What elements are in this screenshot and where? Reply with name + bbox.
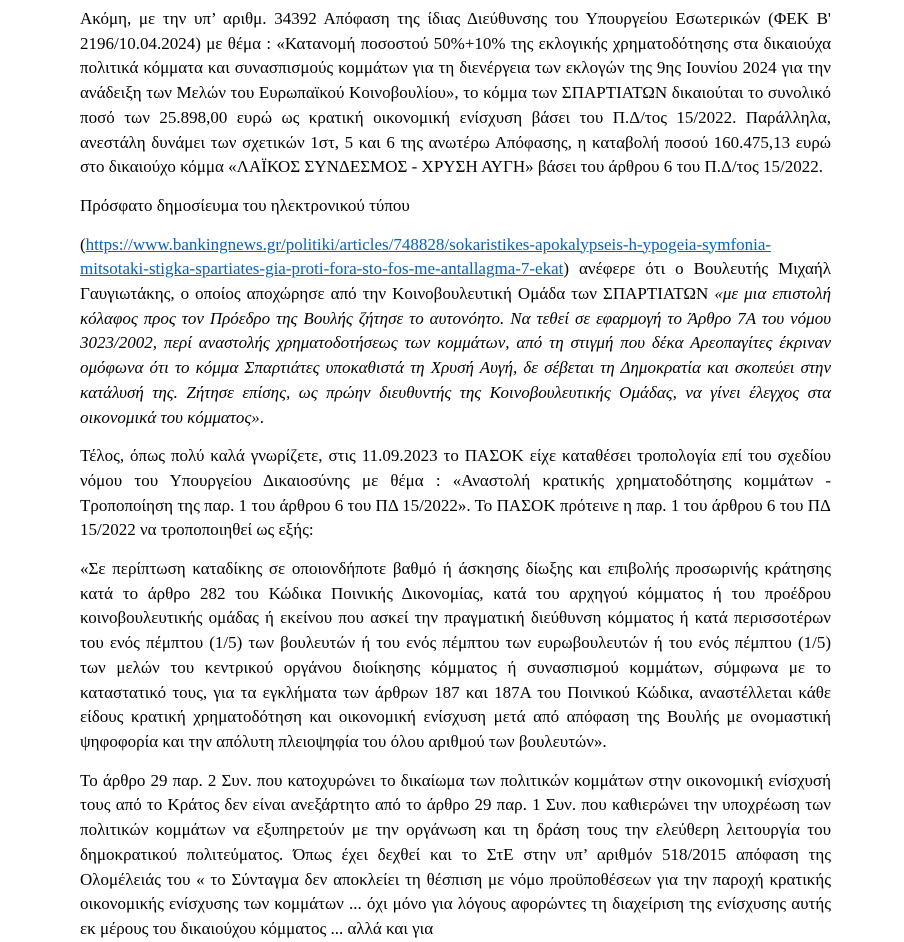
mp-letter-quote: «με μια επιστολή κόλαφος προς τον Πρόεδρο της Βουλής ζήτησε το αυτονόητο. Να τεθεί σε εφαρμογή το Άρθρο 7Α του νόμου 3023/2002, περί αναστολής χρηματοδοτήσεως των κομμάτων, από τη στιγμή που δέκα Αρεοπαγίτες έκριναν ομόφωνα ότι το κόμμα Σπαρτιάτες υποκαθιστά τη Χρυσή Αυγή, δε σέβεται τη Δημοκρατία και σκοπεύει στην κατάλυσή της. Ζήτησε επίσης, ως πρώην διευθυντής της Κοινοβουλευτικής Ομάδας, να γίνει έλεγχος στα οικονομικά του κόμματος» bbox=[80, 284, 831, 427]
open-parenthesis: ( bbox=[80, 234, 86, 254]
paragraph-press-article bbox=[80, 233, 831, 431]
paragraph-press-intro: Πρόσφατο δημοσίευμα του ηλεκτρονικού τύπου bbox=[80, 195, 410, 215]
quote-closing-period: . bbox=[259, 407, 265, 427]
paragraph-proposed-provision-quote: «Σε περίπτωση καταδίκης σε οποιονδήποτε βαθμό ή άσκησης δίωξης και επιβολής προσωρινής κράτησης κατά το άρθρο 282 του Κώδικα Ποινικής Δικονομίας, κατά του αρχηγού κόμματος ή του προέδρου κοινοβουλευτικής ομάδας ή εκείνου που ασκεί την πραγματική διεύθυνση κόμματος ή κατά περισσοτέρων του ενός πέμπτου (1/5) των βουλευτών ή του ενός πέμπτου των ευρωβουλευτών ή του ενός πέμπτου (1/5) των μελών του κεντρικού οργάνου διοίκησης κόμματος ή συνασπισμού κομμάτων, σύμφωνα με το καταστατικό τους, για τα εγκλήματα των άρθρων 187 και 187Α του Ποινικού Κώδικα, αναστέλλεται κάθε είδους κρατική χρηματοδότηση και οικονομική ενίσχυση μετά από απόφαση της Βουλής με ονομαστική ψηφοφορία και την απόλυτη πλειοψηφία του όλου αριθμού των βουλευτών». bbox=[80, 559, 831, 751]
paragraph-pasok-amendment: Τέλος, όπως πολύ καλά γνωρίζετε, στις 11.09.2023 το ΠΑΣΟΚ είχε καταθέσει τροπολογία επί του σχεδίου νόμου του Υπουργείου Δικαιοσύνης με θέμα : «Αναστολή κρατικής χρηματοδότησης κομμάτων - Τροποποίηση της παρ. 1 του άρθρου 6 του ΠΔ 15/2022». Το ΠΑΣΟΚ πρότεινε η παρ. 1 του άρθρου 6 του ΠΔ 15/2022 να τροποποιηθεί ως εξής: bbox=[80, 446, 831, 540]
press-article-text: ) ανέφερε ότι ο Βουλευτής Μιχαήλ Γαυγιωτάκης, ο οποίος αποχώρησε από την Κοινοβουλευτική Ομάδα των ΣΠΑΡΤΙΑΤΩΝ bbox=[80, 259, 831, 304]
paragraph-funding-decision: Ακόμη, με την υπ’ αριθμ. 34392 Απόφαση της ίδιας Διεύθυνσης του Υπουργείου Εσωτερικών (ΦΕΚ Β' 2196/10.04.2024) με θέμα : «Κατανομή ποσοστού 50%+10% της εκλογικής χρηματοδότησης στα δικαιούχα πολιτικά κόμματα και συνασπισμούς κομμάτων για τη διενέργεια των εκλογών της 9ης Ιουνίου 2024 για την ανάδειξη των Μελών του Ευρωπαϊκού Κοινοβουλίου», το κόμμα των ΣΠΑΡΤΙΑΤΩΝ δικαιούται το συνολικό ποσό των 25.898,00 ευρώ ως κρατική οικονομική ενίσχυση βάσει του Π.Δ/τος 15/2022. Παράλληλα, ανεστάλη δυνάμει των σχετικών 1στ, 5 και 6 της ανωτέρω Απόφασης, η καταβολή ποσού 160.475,13 ευρώ στο δικαιούχο κόμμα «ΛΑΪΚΟΣ ΣΥΝΔΕΣΜΟΣ - ΧΡΥΣΗ ΑΥΓΗ» βάσει του άρθρου 6 του Π.Δ/τος 15/2022. bbox=[80, 9, 831, 177]
bankingnews-hyperlink[interactable]: https://www.bankingnews.gr/politiki/articles/748828/sokaristikes-apokalypseis-h-ypogeia-symfonia-mitsotaki-stigka-spartiates-gia-proti-fora-sto-fos-me-antallagma-7-ekat bbox=[80, 234, 772, 279]
paragraph-article-29-constitution: Το άρθρο 29 παρ. 2 Συν. που κατοχυρώνει το δικαίωμα των πολιτικών κομμάτων στην οικονομική ενίσχυσή τους από το Κράτος δεν είναι ανεξάρτητο από το άρθρο 29 παρ. 1 Συν. που καθιερώνει την υποχρέωση των πολιτικών κομμάτων να εξυπηρετούν με την οργάνωση και τη δράση τους την ελεύθερη λειτουργία του δημοκρατικού πολιτεύματος. Όπως έχει δεχθεί και το ΣτΕ στην υπ’ αριθμόν 518/2015 απόφαση της Ολομέλειάς του « το Σύνταγμα δεν αποκλείει τη θέσπιση με νόμο προϋποθέσεων για την παροχή κρατικής οικονομικής ενίσχυσης των κομμάτων ... όχι μόνο για λόγους αφορώντες τη διαχείριση της ενίσχυσης αυτής εκ μέρους του δικαιούχου κόμματος ... αλλά και για bbox=[80, 770, 831, 938]
